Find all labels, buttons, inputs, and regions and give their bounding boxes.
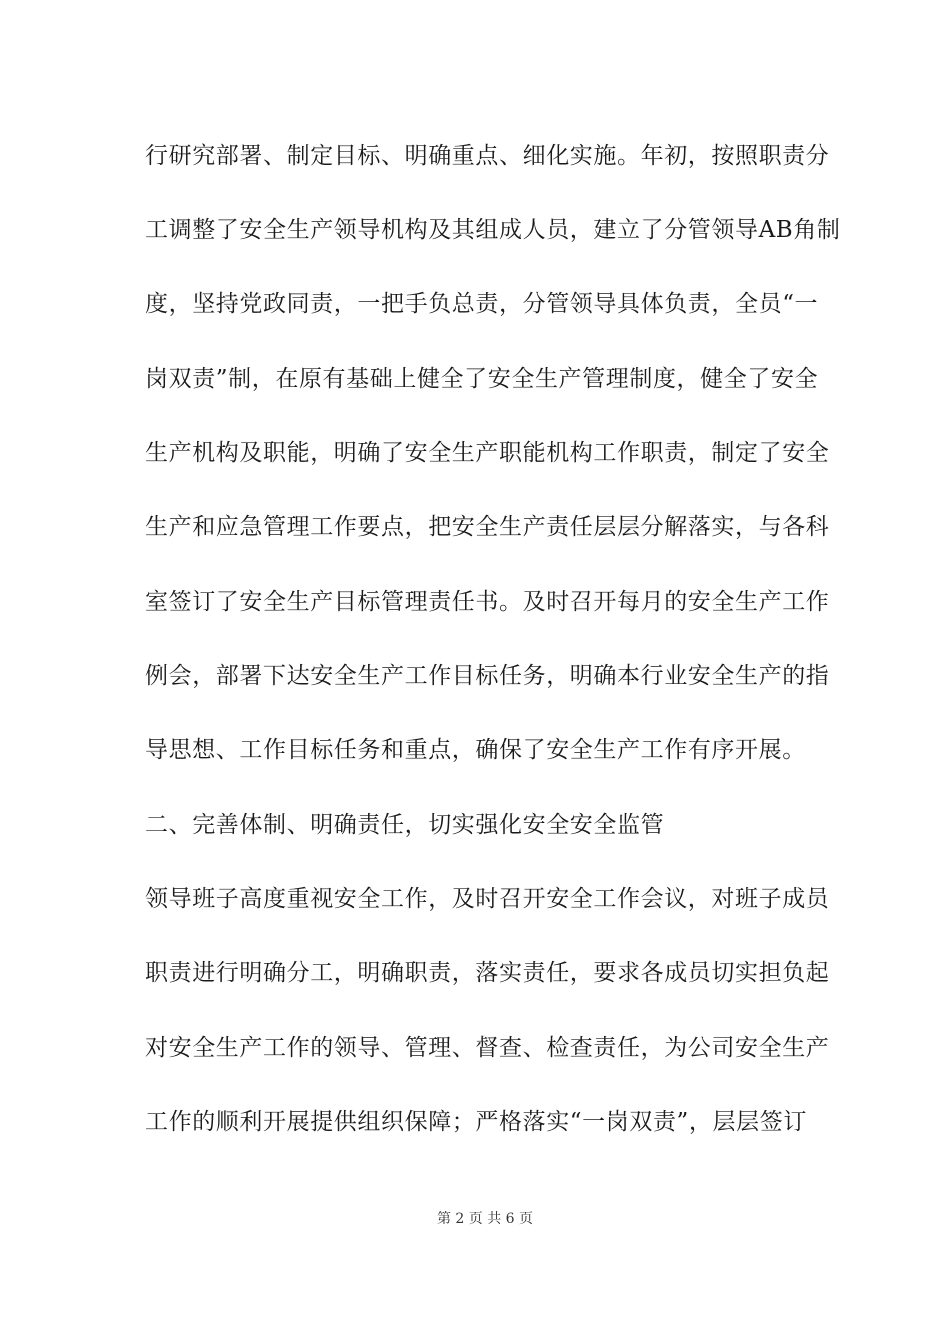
body-line-14: 工作的顺利开展提供组织保障；严格落实“一岗双责”，层层签订	[145, 1109, 807, 1135]
body-line-13: 对安全生产工作的领导、管理、督查、检查责任，为公司安全生产	[145, 1035, 830, 1061]
body-line-2: 工调整了安全生产领导机构及其组成人员，建立了分管领导AB角制	[145, 217, 841, 243]
body-line-4: 岗双责”制，在原有基础上健全了安全生产管理制度，健全了安全	[145, 366, 819, 392]
body-line-1: 行研究部署、制定目标、明确重点、细化实施。年初，按照职责分	[145, 143, 830, 169]
body-line-7: 室签订了安全生产目标管理责任书。及时召开每月的安全生产工作	[145, 589, 830, 615]
body-line-5: 生产机构及职能，明确了安全生产职能机构工作职责，制定了安全	[145, 440, 830, 466]
body-line-9: 导思想、工作目标任务和重点，确保了安全生产工作有序开展。	[145, 737, 806, 763]
body-line-8: 例会，部署下达安全生产工作目标任务，明确本行业安全生产的指	[145, 663, 830, 689]
body-line-3: 度，坚持党政同责，一把手负总责，分管领导具体负责，全员“一	[145, 291, 819, 317]
page-number-footer: 第 2 页 共 6 页	[436, 1211, 534, 1227]
section-heading: 二、完善体制、明确责任，切实强化安全安全监管	[145, 812, 665, 838]
body-line-12: 职责进行明确分工，明确职责，落实责任，要求各成员切实担负起	[145, 960, 830, 986]
body-line-11: 领导班子高度重视安全工作，及时召开安全工作会议，对班子成员	[145, 886, 830, 912]
body-line-6: 生产和应急管理工作要点，把安全生产责任层层分解落实，与各科	[145, 514, 830, 540]
